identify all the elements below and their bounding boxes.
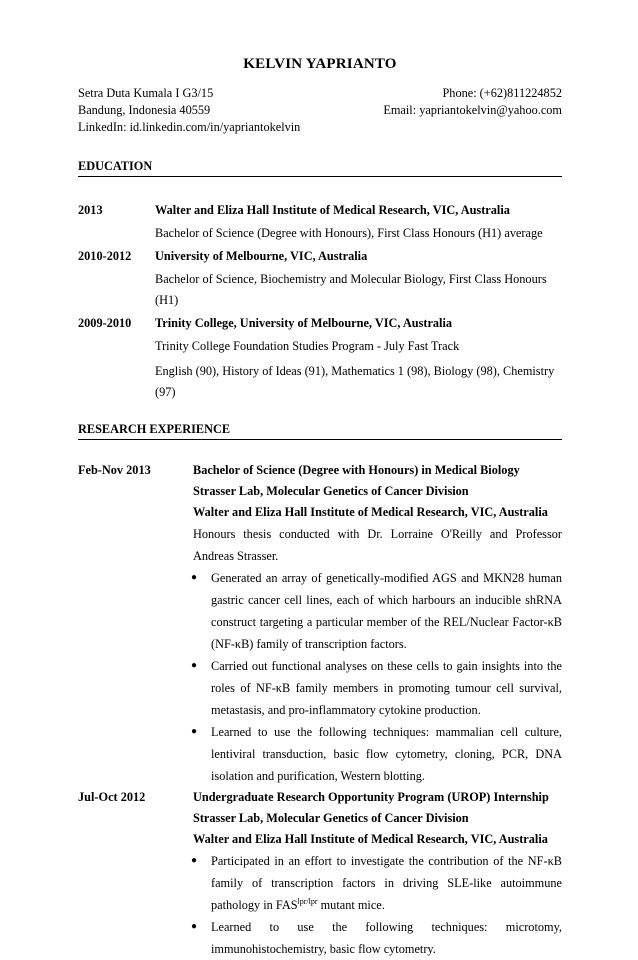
candidate-name: KELVIN YAPRIANTO bbox=[243, 56, 397, 72]
education-institution: University of Melbourne, VIC, Australia bbox=[155, 249, 368, 263]
research-title: Bachelor of Science (Degree with Honours) in Medical Biology bbox=[193, 463, 520, 477]
genotype-superscript: lpr/lpr bbox=[297, 896, 318, 906]
research-institute: Walter and Eliza Hall Institute of Medical Research, VIC, Australia bbox=[193, 832, 548, 846]
education-section bbox=[78, 158, 562, 405]
address-line-2: Bandung, Indonesia 40559 bbox=[78, 103, 211, 117]
list-item: ● Generated an array of genetically-modified AGS and MKN28 human gastric cancer cell lines, each of which harbours an inducible shRNA construct targeting a particular member of the REL/Nuclear Factor-κB (NF-κB) family of transcription factors. bbox=[193, 567, 562, 655]
research-entry bbox=[78, 787, 562, 960]
education-entry bbox=[78, 246, 562, 313]
education-detail: Bachelor of Science, Biochemistry and Molecular Biology, First Class Honours (H1) bbox=[155, 272, 547, 307]
education-entry bbox=[78, 200, 562, 246]
research-section bbox=[78, 421, 562, 960]
list-item: ● Learned to use the following techniques: microtomy, immunohistochemistry, basic flow cytometry. bbox=[193, 916, 562, 960]
research-title: Undergraduate Research Opportunity Program (UROP) Internship bbox=[193, 790, 549, 804]
education-institution: Trinity College, University of Melbourne, VIC, Australia bbox=[155, 316, 453, 330]
phone-number: Phone: (+62)811224852 bbox=[442, 86, 562, 100]
linkedin-url: LinkedIn: id.linkedin.com/in/yapriantokelvin bbox=[78, 120, 301, 134]
education-detail: English (90), History of Ideas (91), Mathematics 1 (98), Biology (98), Chemistry (97) bbox=[155, 364, 555, 399]
research-institute: Walter and Eliza Hall Institute of Medical Research, VIC, Australia bbox=[193, 505, 548, 519]
bullet-dot-icon: ● bbox=[191, 855, 198, 866]
education-entry bbox=[78, 313, 562, 405]
bullet-dot-icon: ● bbox=[191, 572, 198, 583]
bullet-dot-icon: ● bbox=[191, 921, 198, 932]
research-description: Honours thesis conducted with Dr. Lorraine O'Reilly and Professor Andreas Strasser. bbox=[193, 527, 562, 563]
education-detail: Bachelor of Science (Degree with Honours), First Class Honours (H1) average bbox=[155, 226, 543, 240]
email-address: Email: yapriantokelvin@yahoo.com bbox=[383, 103, 562, 117]
resume-page bbox=[78, 56, 562, 960]
list-item: ● Carried out functional analyses on these cells to gain insights into the roles of NF-κB family members in promoting tumour cell survival, metastasis, and pro-inflammatory cytokine production. bbox=[193, 655, 562, 721]
research-bullets bbox=[193, 850, 562, 960]
education-detail: Trinity College Foundation Studies Program - July Fast Track bbox=[155, 339, 460, 353]
bullet-dot-icon: ● bbox=[191, 726, 198, 737]
list-item: ● Participated in an effort to investigate the contribution of the NF-κB family of transcription factors in driving SLE-like autoimmune pathology in $FAS^{lpr/lpr}$ mutant mice. bbox=[193, 850, 562, 916]
research-date: Feb-Nov 2013 bbox=[78, 463, 151, 477]
education-institution: Walter and Eliza Hall Institute of Medical Research, VIC, Australia bbox=[155, 203, 510, 217]
contact-block bbox=[78, 85, 562, 136]
education-year: 2013 bbox=[78, 203, 103, 217]
bullet-dot-icon: ● bbox=[191, 660, 198, 671]
research-lab: Strasser Lab, Molecular Genetics of Cancer Division bbox=[193, 484, 469, 498]
research-entry bbox=[78, 460, 562, 787]
address-line-1: Setra Duta Kumala I G3/15 bbox=[78, 86, 214, 100]
research-bullets bbox=[193, 567, 562, 787]
list-item: ● Learned to use the following techniques: mammalian cell culture, lentiviral transduction, basic flow cytometry, cloning, PCR, DNA isolation and purification, Western blotting. bbox=[193, 721, 562, 787]
research-date: Jul-Oct 2012 bbox=[78, 790, 146, 804]
research-lab: Strasser Lab, Molecular Genetics of Cancer Division bbox=[193, 811, 469, 825]
education-year: 2009-2010 bbox=[78, 316, 132, 330]
education-heading: EDUCATION bbox=[78, 158, 562, 177]
education-year: 2010-2012 bbox=[78, 249, 132, 263]
research-heading: RESEARCH EXPERIENCE bbox=[78, 421, 562, 440]
